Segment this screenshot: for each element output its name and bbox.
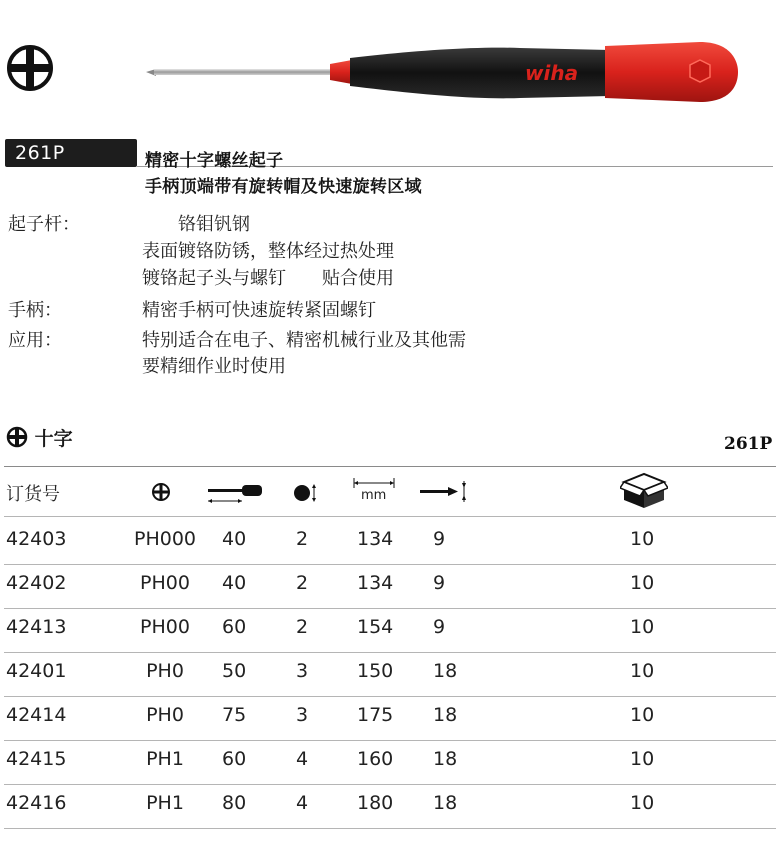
spec-shaft-line3: 镀铬起子头与螺钉 贴合使用 [142, 268, 394, 289]
cell-size: PH0 [146, 704, 184, 726]
cell-size: PH1 [146, 748, 184, 770]
cell-code: 42413 [6, 616, 67, 638]
row-divider [4, 608, 776, 609]
product-subheadline: 手柄顶端带有旋转帽及快速旋转区域 [145, 177, 422, 197]
screwdriver-image [140, 30, 740, 110]
cell-dia: 2 [296, 616, 309, 638]
package-box-icon [620, 472, 668, 510]
cell-dia: 4 [296, 748, 309, 770]
cell-tip: 9 [433, 528, 446, 550]
spec-label-shaft: 起子杆： [8, 214, 80, 235]
cell-code: 42415 [6, 748, 67, 770]
cell-len: 60 [222, 616, 247, 638]
row-divider [4, 784, 776, 785]
order-number-header: 订货号 [6, 484, 60, 505]
cell-len: 80 [222, 792, 247, 814]
phillips-size-header-icon [151, 482, 171, 502]
cell-size: PH00 [140, 616, 190, 638]
cell-dia: 4 [296, 792, 309, 814]
cell-dia: 3 [296, 704, 309, 726]
cell-code: 42401 [6, 660, 67, 682]
product-code-badge [5, 139, 137, 167]
cell-size: PH0 [146, 660, 184, 682]
cell-total: 175 [357, 704, 394, 726]
phillips-small-icon [6, 426, 28, 448]
blade-length-icon [206, 484, 264, 506]
cell-len: 75 [222, 704, 247, 726]
tip-size-icon [418, 480, 470, 504]
phillips-icon [6, 44, 54, 92]
cell-total: 134 [357, 572, 394, 594]
cell-dia: 2 [296, 528, 309, 550]
cell-tip: 9 [433, 616, 446, 638]
section-title-text: 十字 [34, 428, 73, 450]
cell-tip: 9 [433, 572, 446, 594]
row-divider [4, 652, 776, 653]
cell-size: PH00 [140, 572, 190, 594]
cell-total: 180 [357, 792, 394, 814]
cell-qty: 10 [630, 748, 655, 770]
row-divider [4, 696, 776, 697]
diameter-icon [292, 482, 320, 504]
cell-len: 40 [222, 572, 247, 594]
cell-tip: 18 [433, 660, 458, 682]
row-divider [4, 564, 776, 565]
cell-len: 60 [222, 748, 247, 770]
product-headline: 精密十字螺丝起子 [145, 151, 284, 171]
spec-application-line1: 特别适合在电子、精密机械行业及其他需 [142, 330, 466, 351]
cell-qty: 10 [630, 792, 655, 814]
cell-code: 42402 [6, 572, 67, 594]
brand-logo: wiha [525, 61, 579, 85]
cell-qty: 10 [630, 528, 655, 550]
cell-code: 42414 [6, 704, 67, 726]
cell-code: 42403 [6, 528, 67, 550]
cell-tip: 18 [433, 748, 458, 770]
spec-shaft-line2: 表面镀铬防锈，整体经过热处理 [142, 241, 394, 262]
section-title [6, 424, 73, 451]
cell-dia: 3 [296, 660, 309, 682]
cell-code: 42416 [6, 792, 67, 814]
spec-handle-line1: 精密手柄可快速旋转紧固螺钉 [142, 300, 376, 321]
cell-size: PH000 [133, 528, 196, 550]
cell-size: PH1 [146, 792, 184, 814]
cell-total: 160 [357, 748, 394, 770]
mm-unit-label: mm [361, 488, 387, 503]
cell-qty: 10 [630, 572, 655, 594]
row-divider [4, 740, 776, 741]
cell-tip: 18 [433, 704, 458, 726]
cell-qty: 10 [630, 616, 655, 638]
row-divider [4, 828, 776, 829]
cell-dia: 2 [296, 572, 309, 594]
section-product-code: 261P [724, 434, 773, 454]
cell-qty: 10 [630, 704, 655, 726]
product-code: 261P [15, 142, 65, 164]
spec-application-line2: 要精细作业时使用 [142, 356, 286, 377]
cell-qty: 10 [630, 660, 655, 682]
cell-len: 40 [222, 528, 247, 550]
spec-label-handle: 手柄： [8, 300, 62, 321]
spec-shaft-line1: 铬钼钒钢 [178, 214, 250, 235]
spec-label-application: 应用： [8, 330, 62, 351]
table-top-rule [4, 466, 776, 467]
cell-len: 50 [222, 660, 247, 682]
cell-tip: 18 [433, 792, 458, 814]
cell-total: 134 [357, 528, 394, 550]
cell-total: 154 [357, 616, 394, 638]
cell-total: 150 [357, 660, 394, 682]
header-row-rule [4, 516, 776, 517]
